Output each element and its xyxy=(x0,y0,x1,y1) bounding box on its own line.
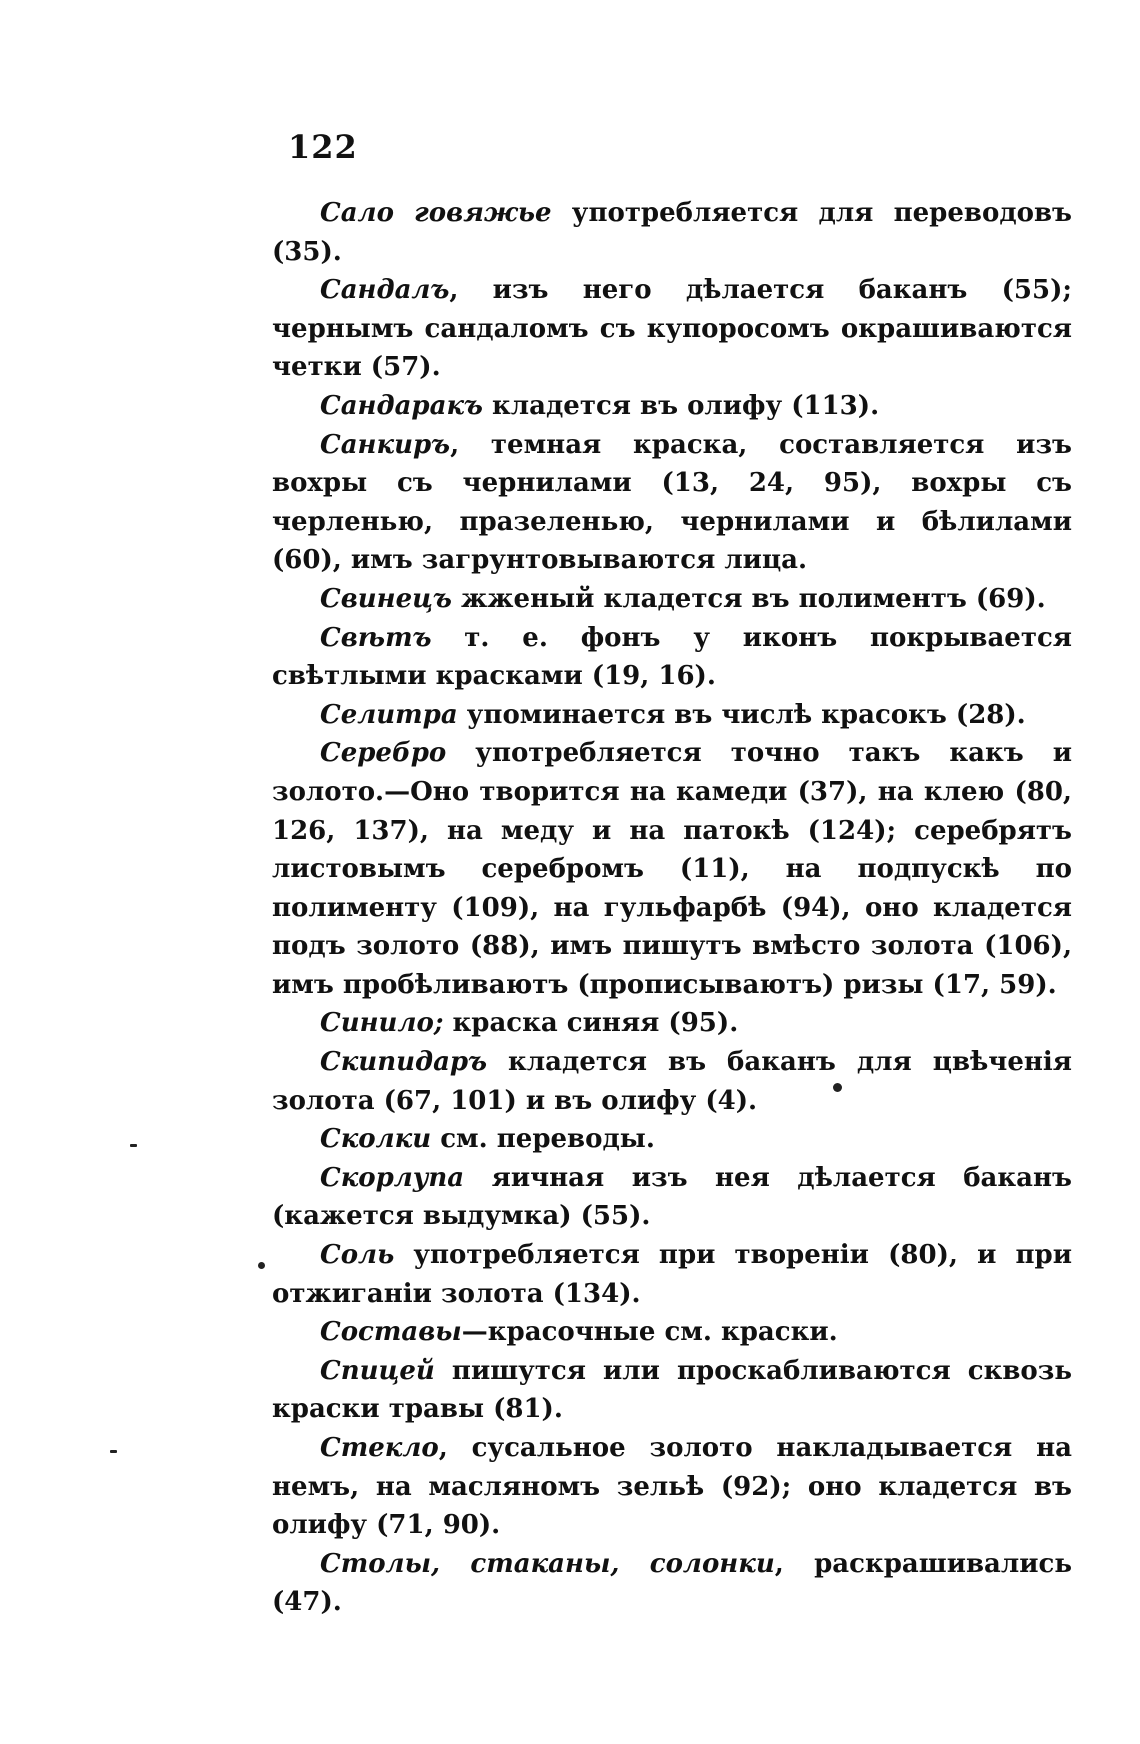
glossary-entry xyxy=(272,1429,1072,1545)
entry-term: Составы xyxy=(320,1317,462,1348)
glossary-entry xyxy=(272,734,1072,1004)
glossary-entry xyxy=(272,1352,1072,1429)
entry-text: яичная изъ нея дѣлается баканъ (кажется выдумка) (55). xyxy=(272,1162,1072,1232)
entry-term: Синило; xyxy=(320,1008,444,1039)
entry-text: жженый кладется въ полиментъ (69). xyxy=(451,583,1046,614)
entry-term: Серебро xyxy=(320,738,447,769)
glossary-entry xyxy=(272,580,1072,619)
glossary-entry xyxy=(272,696,1072,735)
entry-text: —красочные см. краски. xyxy=(461,1317,838,1348)
entry-term: Сало говяжье xyxy=(320,198,552,228)
entry-text: , сусальное золото накладывается на немъ, на масляномъ зельѣ (92); оно кладется въ олифу (71, 90). xyxy=(272,1433,1072,1541)
glossary-entries xyxy=(272,194,1072,1622)
entry-text: краска синяя (95). xyxy=(443,1008,739,1039)
glossary-entry xyxy=(272,194,1072,271)
glossary-entry xyxy=(272,1159,1072,1236)
entry-text: пишутся или проскабливаются сквозь краски травы (81). xyxy=(272,1355,1072,1425)
entry-text: употребляется при твореніи (80), и при отжиганіи золота (134). xyxy=(272,1240,1072,1309)
glossary-entry xyxy=(272,1313,1072,1352)
entry-term: Сколки xyxy=(320,1124,432,1155)
glossary-entry xyxy=(272,1043,1072,1120)
entry-text: см. переводы. xyxy=(431,1124,655,1155)
glossary-entry xyxy=(272,1120,1072,1159)
entry-term: Соль xyxy=(320,1240,395,1271)
entry-text: кладется въ баканъ для цвѣченія золота (67, 101) и въ олифу (4). xyxy=(272,1047,1072,1116)
entry-term: Свѣтъ xyxy=(320,622,432,653)
glossary-entry xyxy=(272,426,1072,580)
entry-term: Свинецъ xyxy=(320,583,452,614)
entry-term: Сандаракъ xyxy=(320,390,483,421)
glossary-entry xyxy=(272,619,1072,696)
entry-text: , изъ него дѣлается баканъ (55); чернымъ сандаломъ съ купоросомъ окрашиваются четки (57). xyxy=(272,275,1072,383)
entry-text: упоминается въ числѣ красокъ (28). xyxy=(457,699,1026,730)
entry-text: , темная краска, составляется изъ вохры съ чернилами (13, 24, 95), вохры съ черленью, празеленью, чернилами и бѣлилами (60), имъ загрунтовываются лица. xyxy=(272,429,1072,576)
entry-term: Стекло xyxy=(320,1433,439,1463)
entry-term: Столы, стаканы, солонки xyxy=(320,1548,775,1579)
glossary-entry xyxy=(272,387,1072,426)
glossary-entry xyxy=(272,271,1072,387)
entry-term: Скипидаръ xyxy=(320,1047,488,1078)
ink-speck xyxy=(258,1262,265,1269)
ink-speck xyxy=(110,1450,117,1453)
entry-text: употребляется для переводовъ (35). xyxy=(272,198,1072,267)
page-number: 122 xyxy=(288,128,358,166)
ink-speck xyxy=(833,1083,842,1092)
entry-text: употребляется точно такъ какъ и золото.—Оно творится на камеди (37), на клею (80, 126, 137), на меду и на патокѣ (124); серебрятъ листовымъ серебромъ (11), на подпускѣ по полименту (109), на гульфарбѣ (94), оно кладется подъ золото (88), имъ пишутъ вмѣсто золота (106), имъ пробѣливаютъ (прописываютъ) ризы (17, 59). xyxy=(272,738,1072,1000)
glossary-entry xyxy=(272,1236,1072,1313)
glossary-entry xyxy=(272,1545,1072,1622)
entry-text: кладется въ олифу (113). xyxy=(482,390,880,421)
glossary-entry xyxy=(272,1004,1072,1043)
entry-text: , раскрашивались (47). xyxy=(272,1548,1073,1618)
entry-term: Санкиръ xyxy=(320,429,451,460)
entry-term: Скорлупа xyxy=(320,1162,465,1193)
entry-term: Селитра xyxy=(320,699,458,730)
ink-speck xyxy=(130,1144,137,1147)
entry-text: т. е. фонъ у иконъ покрывается свѣтлыми красками (19, 16). xyxy=(272,622,1072,692)
entry-term: Сандалъ xyxy=(320,275,450,306)
entry-term: Спицей xyxy=(320,1355,435,1386)
